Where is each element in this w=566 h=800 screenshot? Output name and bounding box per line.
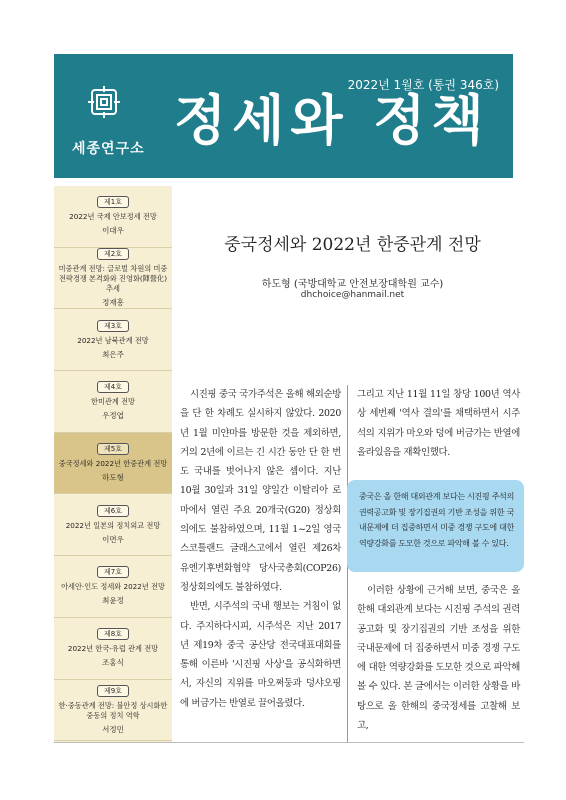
toc-issue-number: 제5호	[97, 443, 129, 455]
toc-item[interactable]	[54, 248, 172, 310]
masthead-title: 정세와 정책	[174, 89, 490, 152]
paragraph: 그리고 지난 11월 11일 창당 100년 역사상 세번째 '역사 결의'를 채택하면서 시주석의 지위가 마오와 덩에 버금가는 반열에 올라있음을 재확인했다.	[357, 389, 520, 458]
masthead-banner	[54, 54, 513, 178]
toc-item[interactable]	[54, 186, 172, 248]
toc-issue-number: 제2호	[97, 248, 129, 260]
toc-title: 미중관계 전망: 글로벌 차원의 미중전략경쟁 본격화와 진영화(陣營化) 추세	[58, 264, 168, 294]
toc-issue-number: 제9호	[97, 685, 129, 697]
highlight-callout: 중국은 올 한해 대외관계 보다는 시진핑 주석의 권력공고화 및 장기집권의 기반 조성을 위한 국내문제에 더 집중하면서 미중 경쟁 구도에 대한 역량강화를 도모한 것으로 파악해 볼 수 있다.	[347, 480, 524, 572]
toc-title: 아세안·인도 정세와 2022년 전망	[61, 582, 165, 592]
paragraph: 시진핑 중국 국가주석은 올해 해외순방을 단 한 차례도 실시하지 않았다. 2020년 1월 미얀마를 방문한 것을 제외하면, 거의 2년에 이르는 긴 시간 동안 단 한 번도 국내를 벗어나지 않은 셈이다. 지난 10월 30일과 31일 양일간 이탈리아 로마에서 열린 주요 20개국(G20) 정상회의에도 불참하였으며, 11월 1~2일 영국 스코틀랜드 글래스고에서 열린 제26차 유엔기후변화협약 당사국총회(COP26) 정상회의에도 불참하였다.	[180, 389, 341, 593]
paragraph: 이러한 상황에 근거해 보면, 중국은 올 한해 대외관계 보다는 시진핑 주석의 권력공고화 및 장기집권의 기반 조성을 위한 국내문제에 더 집중하면서 미중 경쟁 구도에 대한 역량강화를 도모한 것으로 파악해 볼 수 있다. 본 글에서는 이러한 상황을 바탕으로 올 한해의 중국정세를 고찰해 보고,	[357, 585, 520, 732]
toc-item[interactable]	[54, 309, 172, 371]
toc-issue-number: 제7호	[97, 566, 129, 578]
toc-author: 이면우	[102, 534, 124, 544]
toc-author: 최은주	[102, 349, 124, 359]
toc-author: 이대우	[102, 226, 124, 236]
toc-item[interactable]	[54, 433, 172, 495]
toc-title: 2022년 한국-유럽 관계 전망	[67, 644, 159, 654]
toc-author: 조홍식	[102, 658, 124, 668]
paragraph: 반면, 시주석의 국내 행보는 거침이 없다. 주지하다시피, 시주석은 지난 2017년 제19차 중국 공산당 전국대표대회를 통해 이른바 '시진핑 사상'을 공식화하면서, 자신의 지위를 마오쩌둥과 덩샤오핑에 버금가는 반열로 끌어올렸다.	[180, 601, 341, 709]
toc-issue-number: 제4호	[97, 381, 129, 393]
toc-sidebar	[54, 186, 172, 742]
toc-item[interactable]	[54, 618, 172, 680]
org-name: 세종연구소	[72, 141, 145, 157]
toc-author: 정재흥	[102, 298, 124, 308]
toc-issue-number: 제3호	[97, 320, 129, 332]
toc-item[interactable]	[54, 680, 172, 742]
toc-title: 2022년 국제 안보정세 전망	[69, 212, 157, 222]
toc-title: 중국정세와 2022년 한중관계 전망	[58, 459, 168, 469]
toc-author: 하도형	[102, 473, 124, 483]
toc-item[interactable]	[54, 556, 172, 618]
bottom-divider	[54, 742, 524, 743]
article-column-right	[357, 385, 520, 462]
toc-issue-number: 제6호	[97, 505, 129, 517]
article-title: 중국정세와 2022년 한중관계 전망	[224, 235, 481, 255]
toc-author: 서정민	[102, 724, 124, 734]
toc-title: 한미관계 전망	[91, 397, 135, 407]
author-line: 하도형 (국방대학교 안전보장대학원 교수)	[261, 279, 444, 290]
toc-author: 최윤정	[102, 596, 124, 606]
sejong-logo-icon	[86, 84, 122, 120]
toc-title: 한·중동관계 전망: 불안정 상시화한 중동의 정치 역학	[58, 700, 168, 720]
author-email: dhchoice@hanmail.net	[300, 290, 405, 300]
article-column-left	[180, 385, 348, 742]
toc-issue-number: 제8호	[97, 628, 129, 640]
toc-item[interactable]	[54, 371, 172, 433]
toc-title: 2022년 일본의 정치외교 전망	[65, 520, 161, 530]
toc-title: 2022년 남북관계 전망	[77, 335, 149, 345]
issue-label: 2022년 1월호 (통권 346호)	[347, 78, 499, 92]
article-column-right-continued	[357, 581, 520, 735]
toc-author: 우정엽	[102, 411, 124, 421]
toc-issue-number: 제1호	[97, 196, 129, 208]
toc-item[interactable]	[54, 494, 172, 556]
